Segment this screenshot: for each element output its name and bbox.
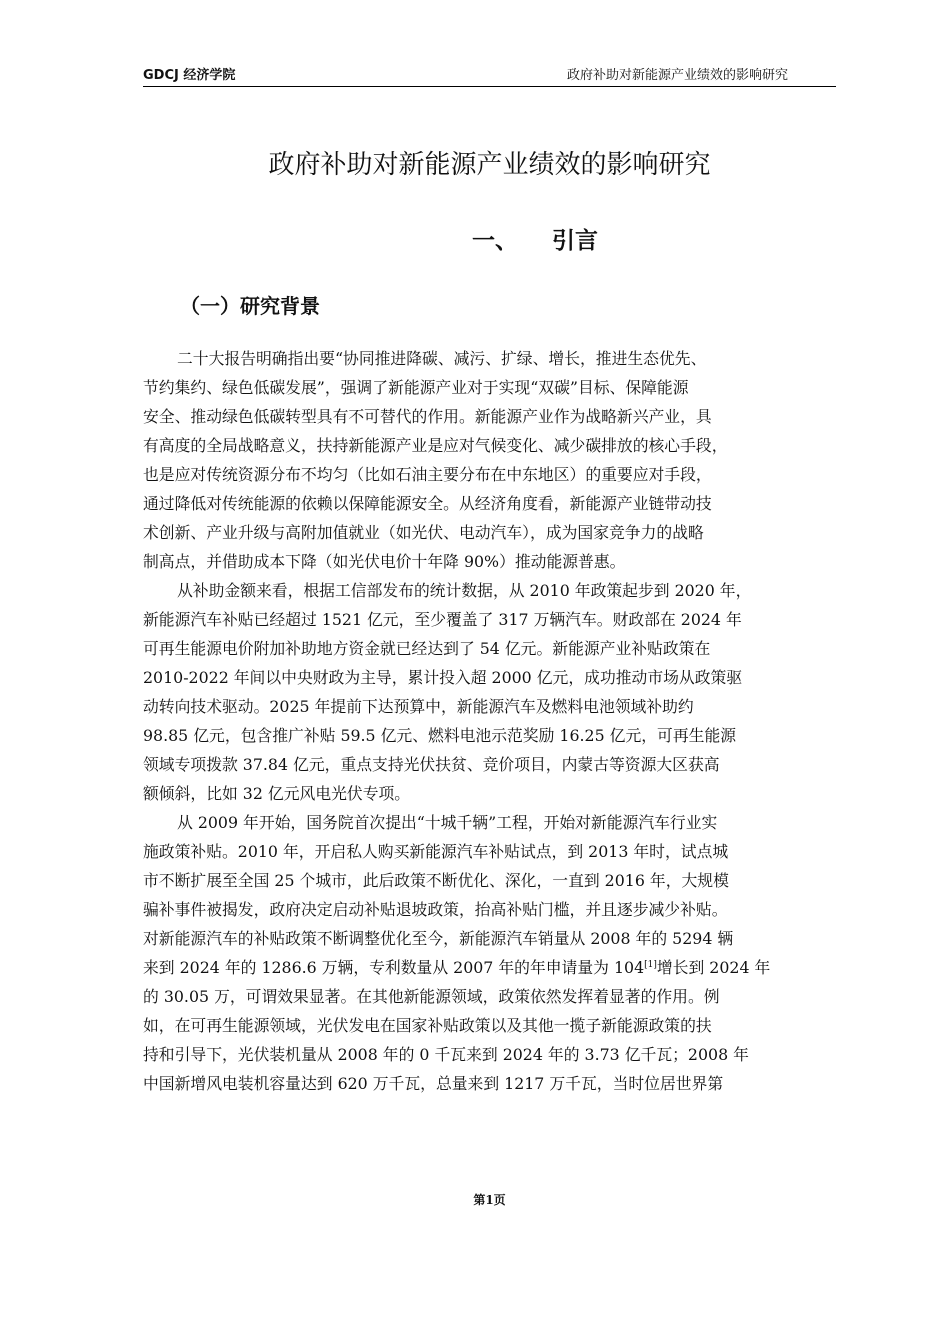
subsection-heading: （一）研究背景	[180, 294, 320, 318]
text-line: 2010-2022 年间以中央财政为主导，累计投入超 2000 亿元，成功推动市场从政策驱	[143, 668, 743, 687]
text-line: 的 30.05 万，可谓效果显著。在其他新能源领域，政策依然发挥着显著的作用。例	[143, 987, 720, 1006]
text-line: 术创新、产业升级与高附加值就业（如光伏、电动汽车），成为国家竞争力的战略	[143, 523, 704, 542]
text-segment: 来到 2024 年的 1286.6 万辆，专利数量从 2007 年的年申请量为 104	[143, 958, 645, 977]
text-line: 对新能源汽车的补贴政策不断调整优化至今，新能源汽车销量从 2008 年的 5294 辆	[143, 929, 734, 948]
text-line: 节约集约、绿色低碳发展”，强调了新能源产业对于实现“双碳”目标、保障能源	[143, 378, 689, 397]
section-number: 一、	[472, 228, 518, 254]
text-line: 安全、推动绿色低碳转型具有不可替代的作用。新能源产业作为战略新兴产业，具	[143, 407, 712, 426]
text-line: 也是应对传统资源分布不均匀（比如石油主要分布在中东地区）的重要应对手段，	[143, 465, 712, 484]
running-header-left: GDCJ 经济学院	[143, 68, 236, 83]
text-line: 动转向技术驱动。2025 年提前下达预算中，新能源汽车及燃料电池领域补助约	[143, 697, 694, 716]
text-line: 骗补事件被揭发，政府决定启动补贴退坡政策，抬高补贴门槛，并且逐步减少补贴。	[143, 900, 728, 919]
text-line: 可再生能源电价附加补助地方资金就已经达到了 54 亿元。新能源产业补贴政策在	[143, 639, 711, 658]
text-line: 施政策补贴。2010 年，开启私人购买新能源汽车补贴试点，到 2013 年时，试点城	[143, 842, 729, 861]
text-line: 有高度的全局战略意义，扶持新能源产业是应对气候变化、减少碳排放的核心手段，	[143, 436, 728, 455]
document-title: 政府补助对新能源产业绩效的影响研究	[268, 150, 711, 180]
citation-marker[interactable]: [1]	[644, 960, 657, 970]
text-line: 从补助金额来看，根据工信部发布的统计数据，从 2010 年政策起步到 2020 年，	[177, 581, 752, 600]
text-line: 二十大报告明确指出要“协同推进降碳、减污、扩绿、增长，推进生态优先、	[177, 349, 707, 368]
page-number: 第1页	[473, 1193, 506, 1207]
section-heading	[472, 223, 598, 259]
text-line-with-citation	[143, 953, 836, 982]
text-line: 新能源汽车补贴已经超过 1521 亿元，至少覆盖了 317 万辆汽车。财政部在 2024 年	[143, 610, 742, 629]
text-segment: 增长到 2024 年	[656, 958, 771, 977]
text-line: 如，在可再生能源领域，光伏发电在国家补贴政策以及其他一揽子新能源政策的扶	[143, 1016, 712, 1035]
text-line: 领域专项拨款 37.84 亿元，重点支持光伏扶贫、竞价项目，内蒙古等资源大区获高	[143, 755, 720, 774]
text-line: 98.85 亿元，包含推广补贴 59.5 亿元、燃料电池示范奖励 16.25 亿元，可再生能源	[143, 726, 737, 745]
text-line: 额倾斜，比如 32 亿元风电光伏专项。	[143, 784, 411, 803]
text-line: 通过降低对传统能源的依赖以保障能源安全。从经济角度看，新能源产业链带动技	[143, 494, 712, 513]
text-line: 制高点，并借助成本下降（如光伏电价十年降 90%）推动能源普惠。	[143, 552, 626, 571]
header-rule	[143, 86, 836, 87]
text-line: 持和引导下，光伏装机量从 2008 年的 0 千瓦来到 2024 年的 3.73 亿千瓦；2008 年	[143, 1045, 749, 1064]
body-text	[143, 344, 836, 1098]
text-line: 市不断扩展至全国 25 个城市，此后政策不断优化、深化，一直到 2016 年，大规模	[143, 871, 729, 890]
running-header-right: 政府补助对新能源产业绩效的影响研究	[566, 68, 788, 83]
text-line: 中国新增风电装机容量达到 620 万千瓦，总量来到 1217 万千瓦，当时位居世界第	[143, 1074, 724, 1093]
text-line: 从 2009 年开始，国务院首次提出“十城千辆”工程，开始对新能源汽车行业实	[177, 813, 718, 832]
section-title: 引言	[552, 228, 598, 254]
